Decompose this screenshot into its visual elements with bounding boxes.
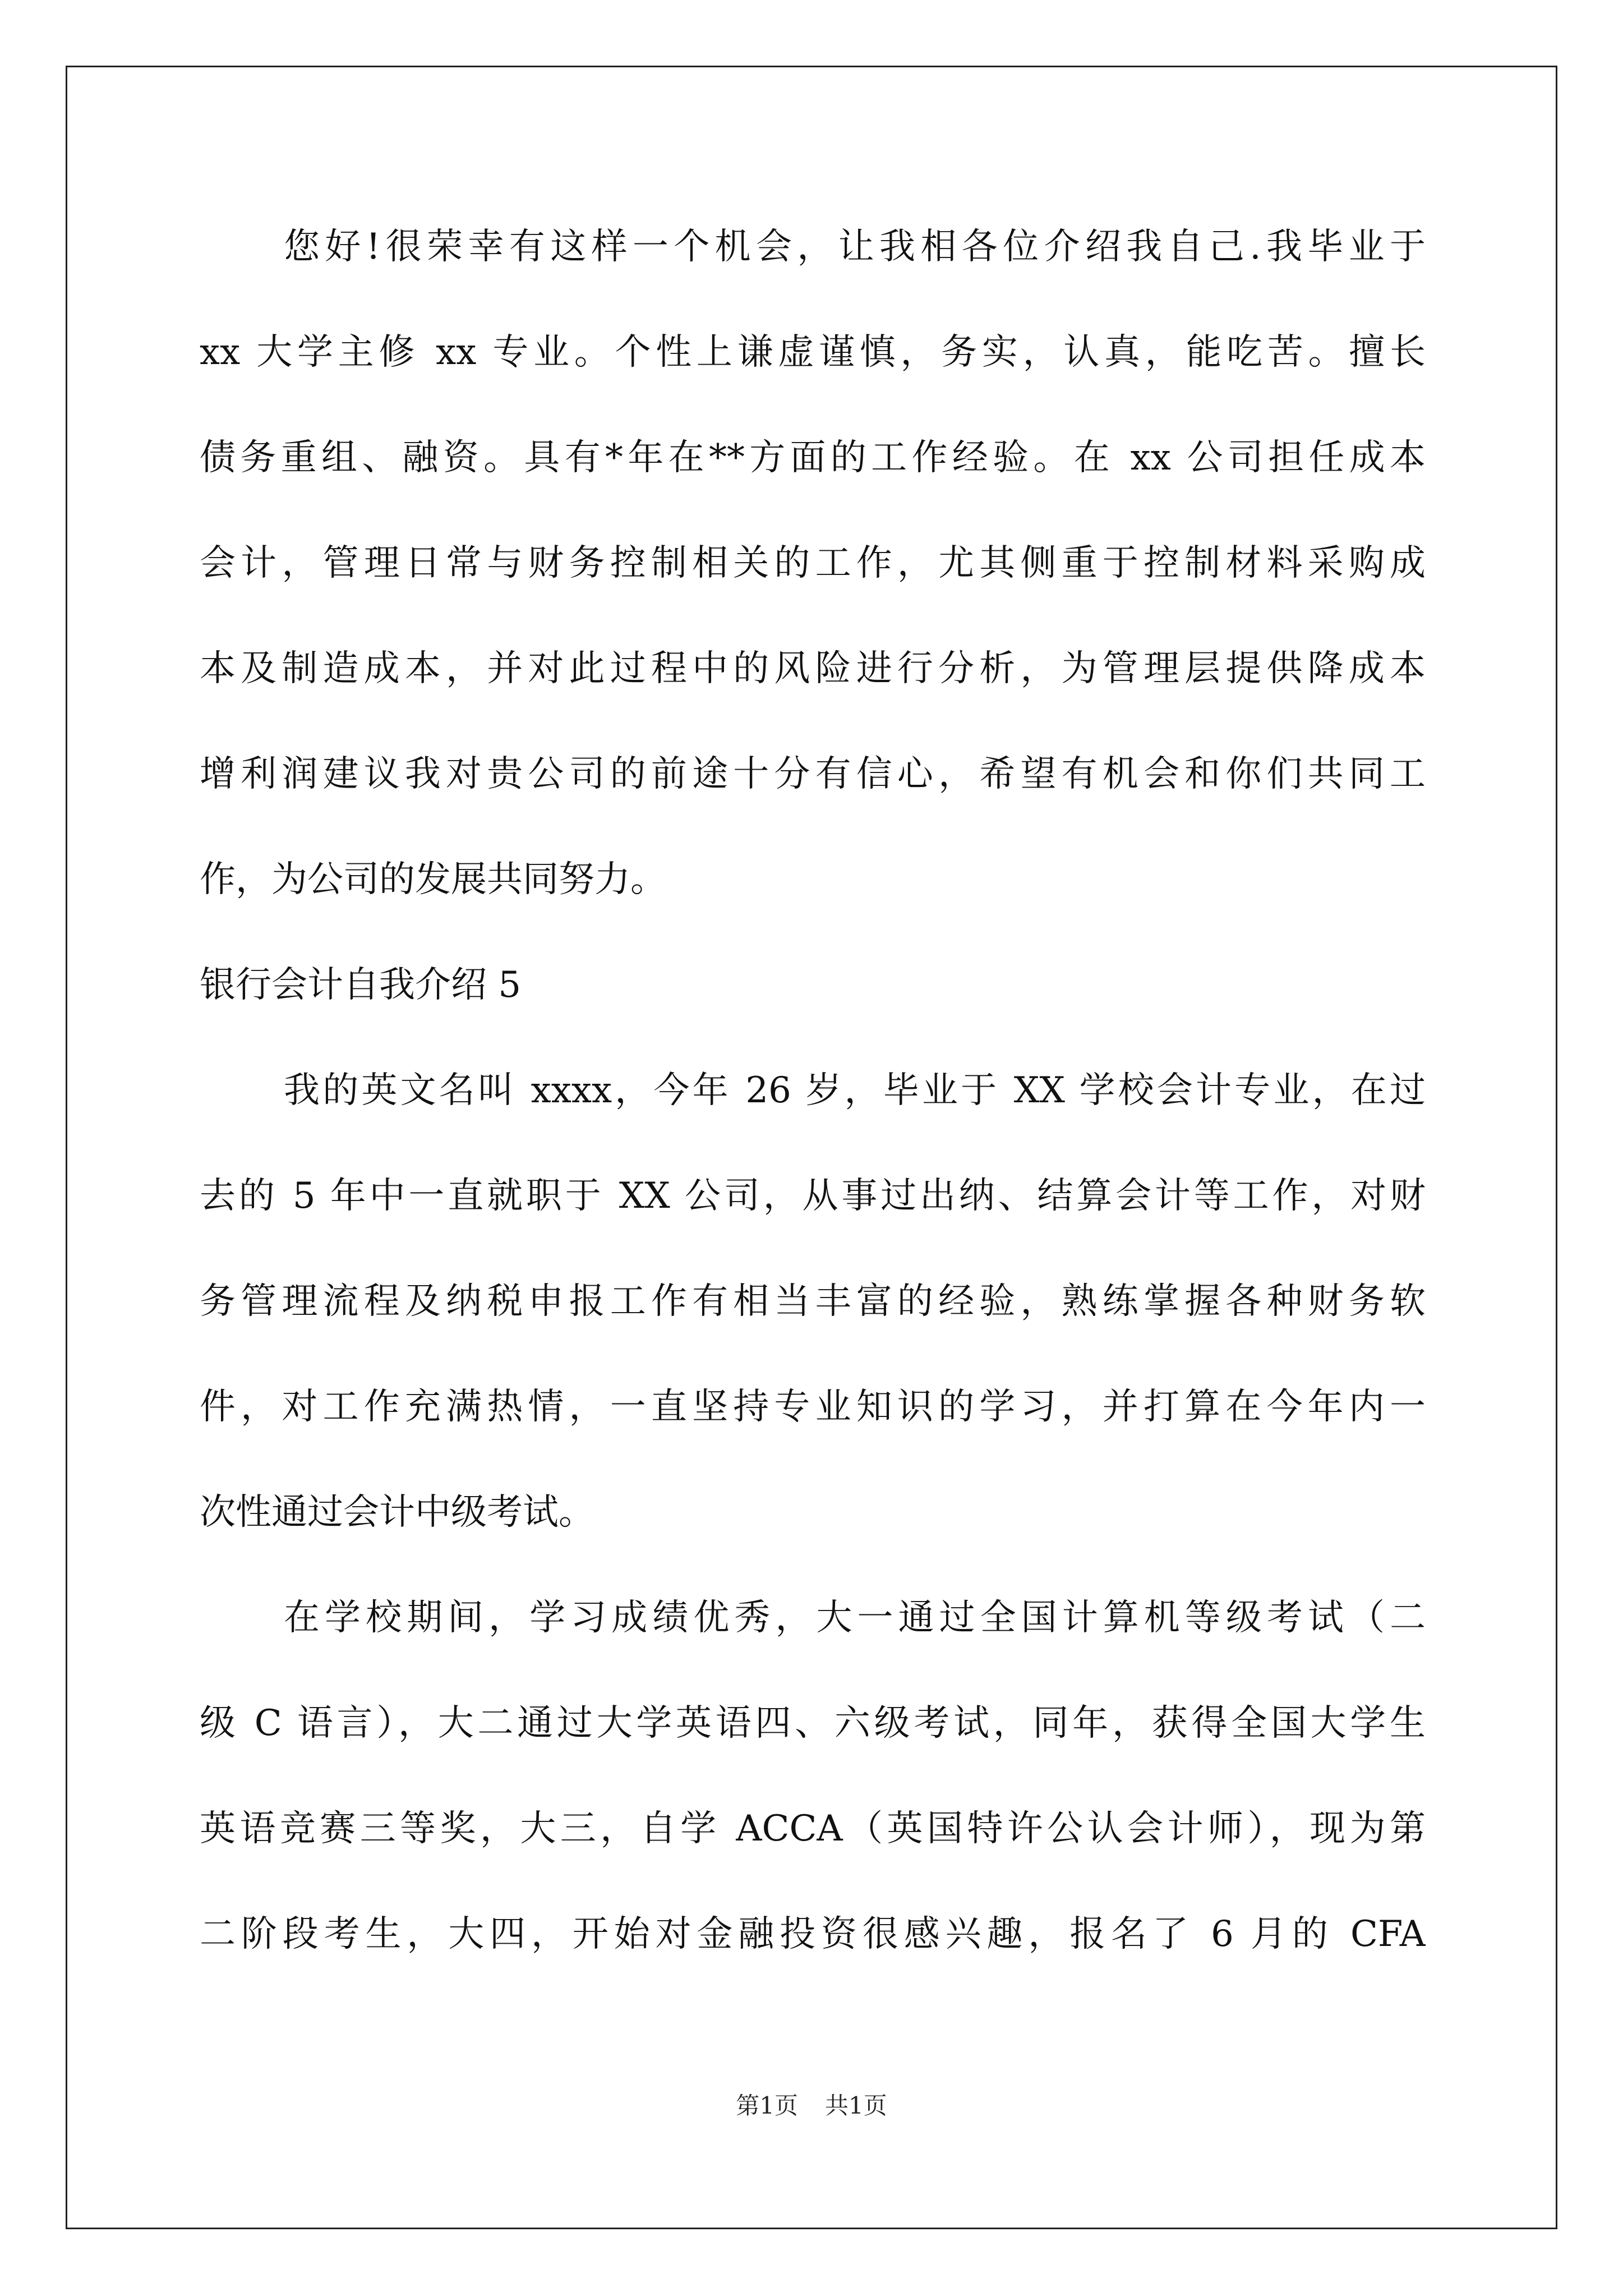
paragraph-line: 会计，管理日常与财务控制相关的工作，尤其侧重于控制材料采购成 [200,542,1426,584]
paragraph-line: 务管理流程及纳税申报工作有相当丰富的经验，熟练掌握各种财务软 [200,1281,1426,1322]
paragraph-line: 英语竞赛三等奖，大三，自学 ACCA（英国特许公认会计师），现为第 [200,1808,1426,1849]
paragraph-line: 在学校期间，学习成绩优秀，大一通过全国计算机等级考试（二 [284,1597,1426,1639]
document-body [200,213,1426,2006]
section-heading: 银行会计自我介绍 5 [200,964,522,1006]
paragraph-line: 增利润建议我对贵公司的前途十分有信心，希望有机会和你们共同工 [200,753,1426,795]
paragraph-line: 我的英文名叫 xxxx，今年 26 岁，毕业于 XX 学校会计专业，在过 [284,1070,1426,1111]
paragraph-line: 作，为公司的发展共同努力。 [200,859,666,900]
paragraph-line: 级 C 语言），大二通过大学英语四、六级考试，同年，获得全国大学生 [200,1703,1426,1744]
paragraph-line: 二阶段考生，大四，开始对金融投资很感兴趣，报名了 6 月的 CFA [200,1913,1426,1955]
paragraph-line: 本及制造成本，并对此过程中的风险进行分析，为管理层提供降成本 [200,648,1426,689]
page-footer [0,2089,1623,2123]
paragraph-line: 去的 5 年中一直就职于 XX 公司，从事过出纳、结算会计等工作，对财 [200,1175,1426,1217]
paragraph-line: 债务重组、融资。具有*年在**方面的工作经验。在 xx 公司担任成本 [200,437,1426,478]
paragraph-line: 次性通过会计中级考试。 [200,1492,594,1533]
paragraph-line: xx 大学主修 xx 专业。个性上谦虚谨慎，务实，认真，能吃苦。擅长 [200,332,1426,373]
page-number: 第1页 [736,2092,798,2119]
paragraph-line: 件，对工作充满热情，一直坚持专业知识的学习，并打算在今年内一 [200,1386,1426,1428]
paragraph-line: 您好!很荣幸有这样一个机会，让我相各位介绍我自己.我毕业于 [284,226,1426,268]
page-total: 共1页 [825,2092,887,2119]
